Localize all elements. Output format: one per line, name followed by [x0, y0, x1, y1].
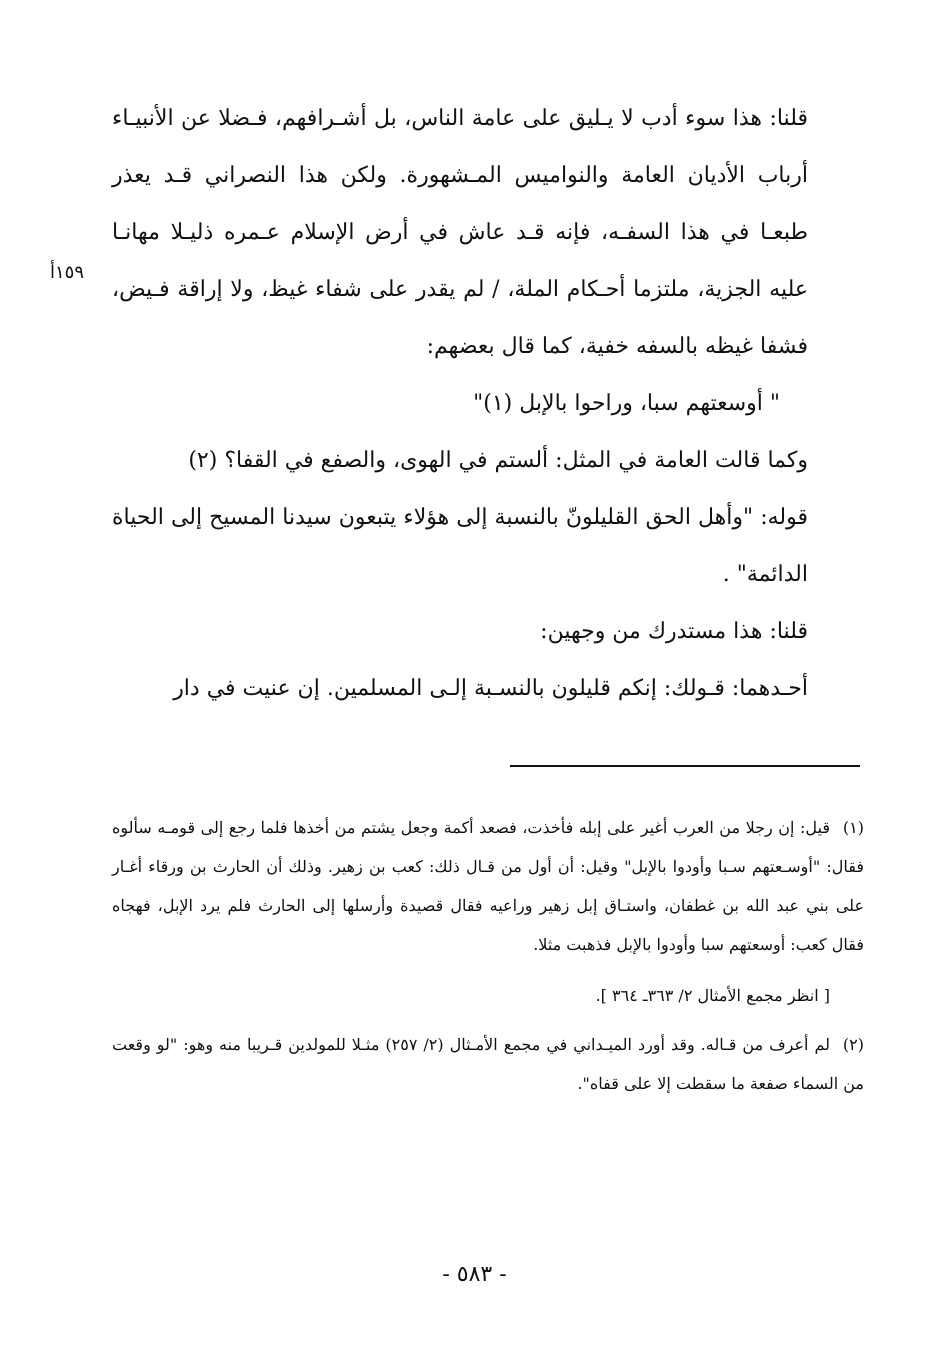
- main-text: [112, 90, 860, 717]
- manuscript-folio-note: ١٥٩أ: [49, 262, 85, 283]
- paragraph-quote: قوله: "وأهل الحق القليلونّ بالنسبة إلى هؤلاء يتبعون سيدنا المسيح إلى الحياة الدائمة" .: [112, 505, 808, 587]
- paragraph-first-point: أحـدهما: قـولك: إنكم قليلون بالنسـبة إلـى المسلمين. إن عنيت في دار: [173, 676, 808, 701]
- footnote-1-reference: [ انظر مجمع الأمثال ٢/ ٣٦٣ـ ٣٦٤ ].: [595, 986, 830, 1005]
- footnote-1-text: قيل: إن رجلا من العرب أغير على إبله فأخذت، فصعد أكمة وجعل يشتم من أخذها فلما رجع إلى قومـه سألوه فقال: "أوسـعتهم سـبا وأودوا بالإبل" وقيل: أن أول من قـال ذلك: كعب بن زهير. وذلك أن الحارث بن ورقاء أغـار على بني عبد الله بن غطفان، واستـاق إبل زهير وراعيه فقال قصيدة وأرسلها إلى الحارث فلم يرد الإبل، فهجاه فقال كعب: أوسعتهم سبا وأودوا بالإبل فذهبت مثلا.: [112, 818, 865, 954]
- footnote-1: [112, 808, 864, 964]
- paragraph-1: قلنا: هذا سوء أدب لا يـليق على عامة الناس، بل أشـرافهم، فـضلا عن الأنبيـاء أرباب الأديان العامة والنواميس المـشهورة. ولكن هذا النصراني قـد يعذر طبعـا في هذا السفـه، فإنه قـد عاش في أرض الإسلام عـمره ذليـلا مهانـا عليه الجزية، ملتزما أحـكام الملة، / لم يقدر على شفاء غيظ، ولا إراقة فـيض، فشفا غيظه بالسفه خفية، كما قال بعضهم:: [112, 106, 808, 359]
- quoted-verse: " أوسعتهم سبا، وراحوا بالإبل (١)": [473, 391, 780, 416]
- footnote-2-number: (٢): [842, 1035, 864, 1054]
- footnote-2: [112, 1025, 864, 1103]
- paragraph-response: قلنا: هذا مستدرك من وجهين:: [540, 619, 808, 644]
- paragraph-proverb: وكما قالت العامة في المثل: ألستم في الهوى، والصفع في القفا؟ (٢): [188, 448, 808, 473]
- footnote-1-number: (١): [842, 818, 864, 837]
- footnotes: [112, 808, 864, 1103]
- footnote-2-text: لم أعرف من قـاله. وقد أورد الميـداني في مجمع الأمـثال (٢/ ٢٥٧) مثـلا للمولدين قـريبا منه وهو: "لو وقعت من السماء صفعة ما سقطت إلا على قفاه".: [112, 1035, 864, 1093]
- footnote-divider: [510, 765, 860, 767]
- page-number: - ٥٨٣ -: [442, 1262, 507, 1287]
